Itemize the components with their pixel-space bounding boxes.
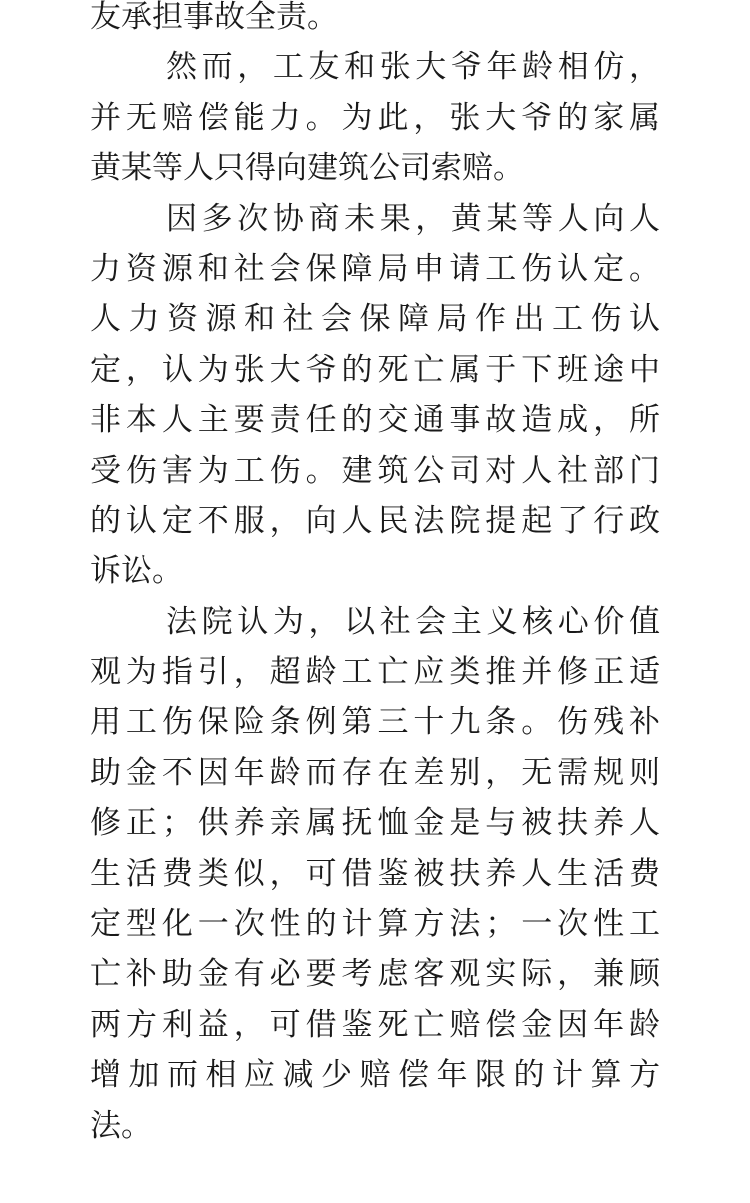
text-line: 亡补助金有必要考虑客观实际，兼顾 [90, 956, 660, 993]
text-line: 法。 [90, 1107, 152, 1144]
text-line: 修正；供养亲属抚恤金是与被扶养人 [90, 805, 660, 842]
text-line: 因多次协商未果，黄某等人向人 [166, 200, 660, 237]
text-line: 并无赔偿能力。为此，张大爷的家属 [90, 99, 660, 136]
text-line: 人力资源和社会保障局作出工伤认 [90, 301, 660, 338]
text-line: 观为指引，超龄工亡应类推并修正适 [90, 654, 660, 691]
text-line: 诉讼。 [90, 553, 183, 590]
text-line: 增加而相应减少赔偿年限的计算方 [90, 1057, 660, 1094]
text-line: 受伤害为工伤。建筑公司对人社部门 [90, 452, 660, 489]
text-line: 定，认为张大爷的死亡属于下班途中 [90, 351, 660, 388]
text-line: 两方利益，可借鉴死亡赔偿金因年龄 [90, 1006, 660, 1043]
paragraph [90, 597, 660, 1151]
text-line: 用工伤保险条例第三十九条。伤残补 [90, 704, 660, 741]
paragraph [90, 42, 660, 193]
text-line: 非本人主要责任的交通事故造成，所 [90, 402, 660, 439]
text-line: 力资源和社会保障局申请工伤认定。 [90, 250, 660, 287]
text-line: 的认定不服，向人民法院提起了行政 [90, 502, 660, 539]
text-line: 定型化一次性的计算方法；一次性工 [90, 906, 660, 943]
text-line: 黄某等人只得向建筑公司索赔。 [90, 150, 524, 187]
article-body [90, 0, 660, 1151]
paragraph [90, 194, 660, 597]
text-line: 法院认为，以社会主义核心价值 [166, 603, 660, 640]
text-line: 助金不因年龄而存在差别，无需规则 [90, 754, 660, 791]
paragraph [90, 0, 660, 42]
text-line: 友承担事故全责。 [90, 0, 338, 35]
text-line: 生活费类似，可借鉴被扶养人生活费 [90, 855, 660, 892]
text-line: 然而，工友和张大爷年龄相仿， [166, 49, 660, 86]
